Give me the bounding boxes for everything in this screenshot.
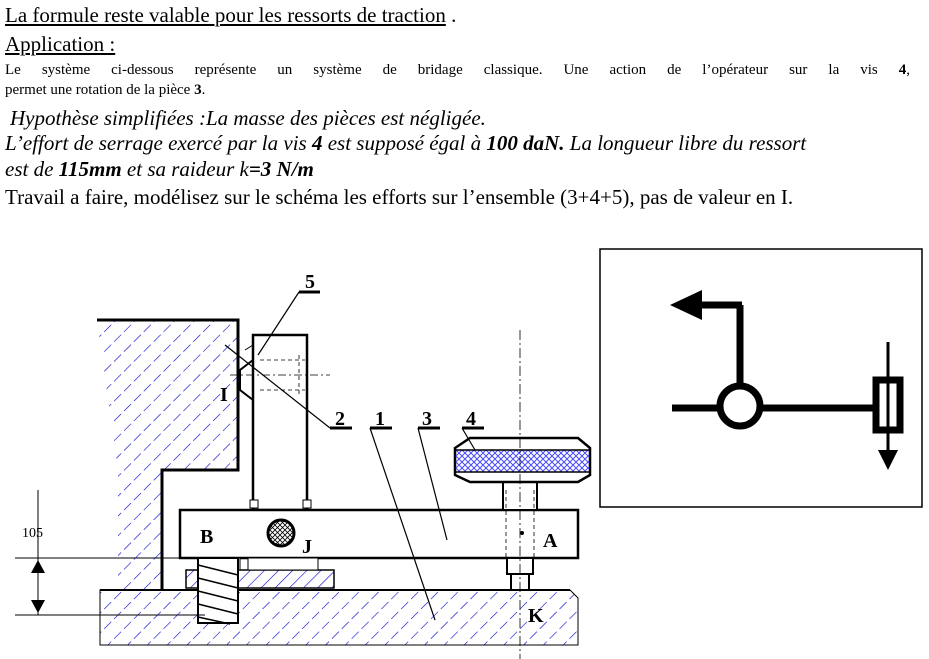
label-k: K bbox=[528, 605, 544, 627]
label-5: 5 bbox=[305, 271, 315, 293]
desc-2b: . bbox=[201, 82, 206, 98]
eff-b: est supposé égal à bbox=[322, 131, 487, 155]
est-k: k bbox=[239, 157, 249, 181]
label-2: 2 bbox=[335, 408, 345, 430]
heading-text: Application : bbox=[5, 32, 116, 56]
pin-j bbox=[268, 520, 294, 546]
est-b: et sa raideur bbox=[121, 157, 240, 181]
label-b: B bbox=[200, 526, 214, 548]
label-j: J bbox=[302, 536, 312, 558]
label-3: 3 bbox=[422, 408, 432, 430]
desc-1a: Le système ci-dessous représente un système de bridage classique. Une action de l’opérateur sur la vis bbox=[5, 62, 899, 78]
screw-b bbox=[198, 558, 238, 624]
label-4: 4 bbox=[466, 408, 476, 430]
eff-screw: 4 bbox=[311, 131, 323, 155]
intro-underlined: La formule reste valable pour les ressorts de traction bbox=[5, 3, 446, 27]
est-len: 115mm bbox=[58, 157, 122, 181]
base-plate bbox=[100, 590, 578, 645]
eff-c: La longueur libre du ressort bbox=[564, 131, 807, 155]
symbol-box bbox=[600, 249, 922, 507]
label-i: I bbox=[220, 384, 228, 406]
desc-1b: , bbox=[906, 62, 910, 78]
label-1: 1 bbox=[375, 408, 385, 430]
desc-screw-num: 4 bbox=[898, 62, 907, 78]
est-a: est de bbox=[5, 157, 59, 181]
desc-part-num: 3 bbox=[194, 82, 202, 98]
pivot-circle-icon bbox=[720, 386, 760, 426]
est-kval: =3 N/m bbox=[248, 157, 314, 181]
part-3-lever bbox=[180, 510, 578, 558]
label-a: A bbox=[543, 530, 558, 552]
dimension-label: 105 bbox=[22, 526, 43, 541]
hypothesis-line: Hypothèse simplifiées :La masse des pièces est négligée. bbox=[10, 106, 486, 130]
eff-a: L’effort de serrage exercé par la vis bbox=[5, 131, 312, 155]
task-line: Travail a faire, modélisez sur le schéma les efforts sur l’ensemble (3+4+5), pas de valeur en I. bbox=[5, 185, 794, 209]
intro-end: . bbox=[445, 3, 457, 27]
eff-value: 100 daN. bbox=[486, 131, 565, 155]
desc-2a: permet une rotation de la pièce bbox=[5, 82, 195, 98]
